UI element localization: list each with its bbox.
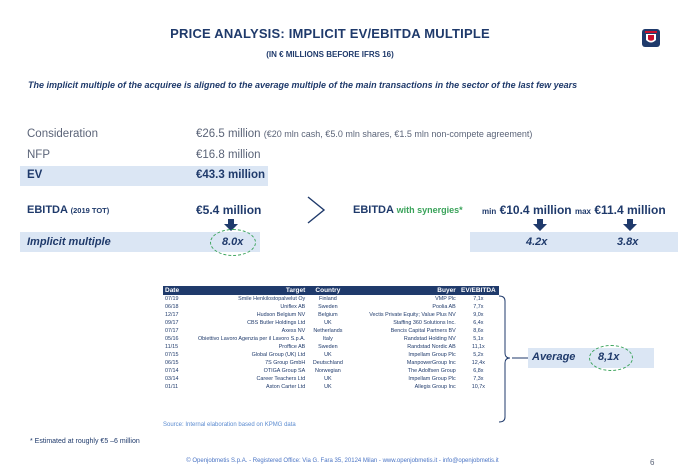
intro-text: The implicit multiple of the acquiree is aligned to the average multiple of the main transactions in the sector of the last few years	[28, 80, 578, 90]
table-row	[163, 311, 499, 319]
column-header: Target	[194, 286, 307, 295]
arrow-down-icon	[533, 219, 547, 231]
column-header: Date	[163, 286, 194, 295]
synergies-highlight: with synergies*	[396, 205, 463, 215]
table-cell: 12/17	[165, 311, 179, 318]
synergies-label	[353, 204, 463, 216]
table-cell: 09/17	[165, 319, 179, 326]
table-cell: 11/15	[165, 343, 179, 350]
table-cell: Norwegian	[314, 367, 341, 374]
min-label: min	[482, 207, 497, 216]
table-cell: UK	[324, 375, 332, 382]
table-cell: 05/16	[165, 335, 179, 342]
table-cell: 11,1x	[471, 343, 485, 350]
table-row	[163, 351, 499, 359]
average-value: 8,1x	[598, 351, 620, 363]
table-cell: Netherlands	[313, 327, 343, 334]
min-value-group	[482, 203, 666, 217]
table-cell: Vectis Private Equity; Value Plus NV	[369, 311, 456, 318]
table-row	[163, 303, 499, 311]
nfp-value: €16.8 million	[196, 149, 261, 161]
table-header-row	[163, 286, 499, 295]
table-row	[163, 327, 499, 335]
table-cell: Poolia AB	[432, 303, 456, 310]
ev-value: €43.3 million	[196, 169, 266, 181]
table-cell: 07/17	[165, 327, 179, 334]
table-cell: Randstad Nordic AB	[407, 343, 456, 350]
table-source: Source: Internal elaboration based on KPMG data	[163, 422, 296, 428]
ebitda-label	[27, 204, 109, 216]
table-cell: 7,3x	[473, 375, 484, 382]
average-label: Average	[532, 351, 576, 363]
table-cell: 6,8x	[473, 367, 484, 374]
table-row	[163, 367, 499, 375]
table-cell: Axess NV	[281, 327, 306, 334]
table-row	[163, 383, 499, 391]
ebitda-label-text: EBITDA	[27, 204, 68, 216]
column-header: Buyer	[348, 286, 457, 295]
transactions-table	[163, 286, 499, 391]
footer-text: © Openjobmetis S.p.A. - Registered Office: Via G. Fara 35, 20124 Milan - www.openjobmetis.it - info@openjobmetis.it	[186, 458, 499, 464]
table-cell: Hudson Belgium NV	[256, 311, 306, 318]
table-cell: Finland	[319, 295, 337, 302]
table-cell: Smile Henkilostopalvelut Oy	[238, 295, 306, 302]
table-row	[163, 375, 499, 383]
table-cell: 07/15	[165, 351, 179, 358]
table-cell: Italy	[322, 335, 333, 342]
table-cell: 07/14	[165, 367, 179, 374]
table-cell: Belgium	[318, 311, 338, 318]
table-cell: Aston Carter Ltd	[266, 383, 306, 390]
connector-line	[512, 353, 528, 363]
table-cell: Career Teachers Ltd	[256, 375, 306, 382]
column-header: EV/EBITDA	[458, 286, 499, 295]
table-cell: 8,6x	[473, 327, 484, 334]
ev-label: EV	[27, 169, 43, 181]
ebitda-value: €5.4 million	[196, 203, 262, 217]
table-row	[163, 335, 499, 343]
table-cell: CBS Butler Holdings Ltd	[247, 319, 306, 326]
table-row	[163, 359, 499, 367]
table-cell: 03/14	[165, 375, 179, 382]
table-cell: 07/19	[165, 295, 179, 302]
min-value: €10.4 million	[499, 203, 572, 217]
table-cell: Impellam Group Plc	[408, 351, 456, 358]
page-subtitle: (IN € MILLIONS BEFORE IFRS 16)	[266, 50, 394, 59]
implicit-multiple-label: Implicit multiple	[27, 236, 111, 248]
table-cell: Global Group (UK) Ltd	[251, 351, 306, 358]
table-cell: 10,7x	[471, 383, 485, 390]
consideration-amount: €26.5 million	[196, 128, 261, 140]
table-cell: 7S Group GmbH	[265, 359, 306, 366]
table-cell: Bencis Capital Partners BV	[390, 327, 456, 334]
table-cell: Sweden	[318, 343, 338, 350]
consideration-note: (€20 mln cash, €5.0 mln shares, €1.5 mln non-compete agreement)	[263, 129, 533, 139]
implicit-multiple-value: 8.0x	[222, 236, 244, 248]
table-cell: Obiettivo Lavoro Agenzia per il Lavoro S.p.A.	[197, 335, 306, 342]
consideration-value	[196, 128, 532, 140]
table-cell: Staffing 360 Solutions Inc.	[393, 319, 456, 326]
nfp-label: NFP	[27, 149, 50, 161]
table-cell: 7,1x	[473, 295, 484, 302]
table-cell: OTIGA Group SA	[263, 367, 306, 374]
table-cell: Uniflex AB	[280, 303, 306, 310]
table-cell: UK	[324, 319, 332, 326]
synergies-label-text: EBITDA	[353, 204, 394, 216]
table-cell: 06/18	[165, 303, 179, 310]
table-row	[163, 343, 499, 351]
max-value: €11.4 million	[594, 203, 666, 217]
table-cell: UK	[324, 351, 332, 358]
column-header: Country	[307, 286, 348, 295]
ebitda-label-suffix: (2019 TOT)	[70, 206, 110, 215]
footnote: * Estimated at roughly €5 –6 million	[30, 438, 140, 445]
table-cell: Randstad Holding NV	[403, 335, 456, 342]
synergy-multiple-band	[470, 232, 678, 252]
table-cell: 5,1x	[473, 335, 484, 342]
min-multiple-value: 4.2x	[526, 236, 548, 248]
max-multiple-value: 3.8x	[617, 236, 639, 248]
chevron-right-icon	[305, 195, 327, 225]
table-cell: Impellam Group Plc	[408, 375, 456, 382]
table-cell: ManpowerGroup Inc	[406, 359, 456, 366]
table-cell: 06/15	[165, 359, 179, 366]
page-title: PRICE ANALYSIS: IMPLICIT EV/EBITDA MULTIPLE	[170, 26, 490, 41]
table-cell: Proffice AB	[278, 343, 306, 350]
table-cell: VMP Plc	[435, 295, 456, 302]
table-cell: 7,7x	[473, 303, 484, 310]
table-cell: 5,2x	[473, 351, 484, 358]
table-cell: 9,0x	[473, 311, 484, 318]
table-cell: 01/11	[165, 383, 179, 390]
table-bracket	[497, 295, 511, 423]
consideration-label: Consideration	[27, 128, 98, 140]
max-label: max	[574, 207, 591, 216]
table-cell: Allegis Group Inc	[414, 383, 456, 390]
table-cell: Deutschland	[312, 359, 343, 366]
page-number: 6	[650, 458, 655, 467]
table-cell: 12,4x	[471, 359, 485, 366]
table-cell: UK	[324, 383, 332, 390]
table-cell: 6,4x	[473, 319, 484, 326]
arrow-down-icon	[623, 219, 637, 231]
openjobmetis-logo-icon	[641, 28, 661, 48]
table-row	[163, 295, 499, 303]
table-cell: Sweden	[318, 303, 338, 310]
table-row	[163, 319, 499, 327]
table-cell: The Adolfsen Group	[407, 367, 456, 374]
